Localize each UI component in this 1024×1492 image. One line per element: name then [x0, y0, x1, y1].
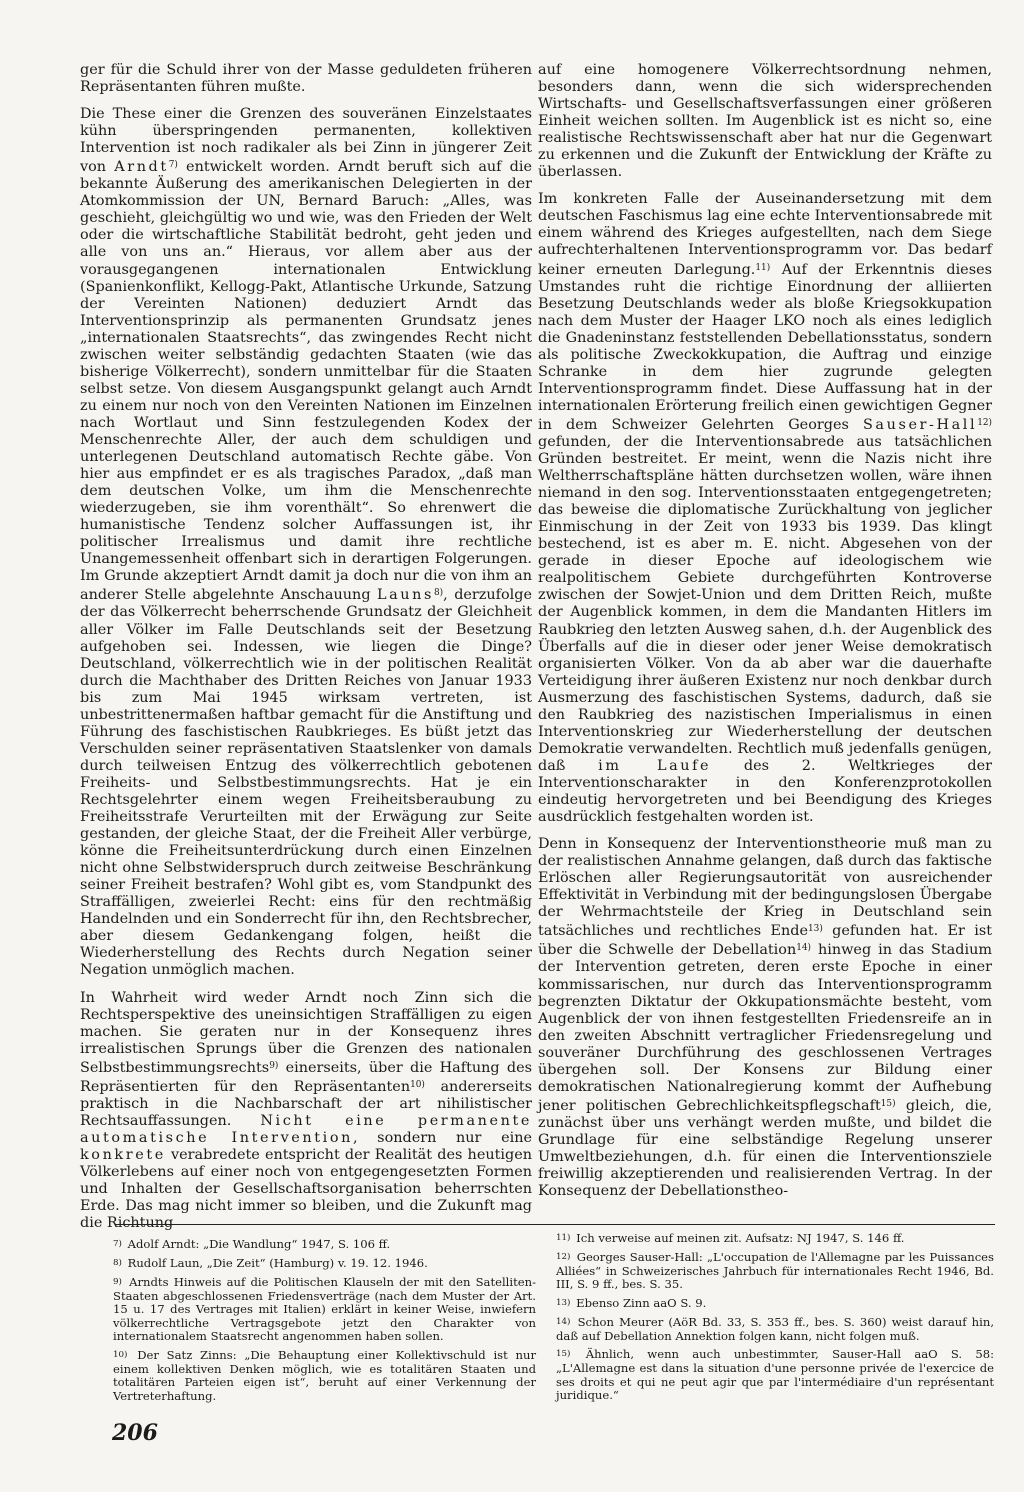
footnote-text: Arndts Hinweis auf die Politischen Klauseln der mit den Satelliten-Staaten abgeschlossenen Friedensverträge (nach dem Muster der Art. 15 u. 17 des Vertrages mit Italien) erklärt in keiner Weise, inwiefern völkerrechtliche Vertragsgebote jetzt den Charakter von internationalem Staatsrecht angenommen haben sollen. — [113, 1274, 536, 1344]
text-run: gefunden, der die Interventionsabrede aus tatsächlichen Gründen bestreitet. Er meint, wenn die Nazis nicht ihre Weltherrschaftspläne hätten durchsetzen wollen, wäre ihnen niemand in den sog. Interventionsstaaten entgegengetreten; das beweise die diplomatische Zurückhaltung von jeglicher Einmischung in der Zeit von 1933 bis 1939. Das klingt bestechend, ist es aber m. E. nicht. Abgesehen von der gerade in dieser Epoche auf ideologischem wie realpolitischem Gebiete durchgeführten Kontroverse zwischen der Sowjet-Union und dem Dritten Reich, mußte der Augenblick kommen, in dem die Mandanten Hitlers im Raubkrieg den letzten Ausweg sahen, d.h. der Augenblick des Überfalls auf die in dieser oder jener Weise demokratisch organisierten Völker. Von da ab aber war die dauerhafte Verteidigung ihrer äußeren Existenz nur noch denkbar durch Ausmerzung des faschistischen Systems, dadurch, daß sie den Raubkrieg des nazistischen Imperialismus in einen Interventionskrieg zur Wiederherstellung der deutschen Demokratie verwandelten. Rechtlich muß jedenfalls genügen, daß — [538, 434, 992, 774]
footnote-number: 8) — [113, 1258, 122, 1269]
footnote-text: Georges Sauser-Hall: „L'occupation de l'Allemagne par les Puissances Alliées“ in Schweizerisches Jahrbuch für internationales Recht 1946, Bd. III, S. 9 ff., bes. S. 35. — [556, 1249, 994, 1292]
footnote-text: Der Satz Zinns: „Die Behauptung einer Kollektivschuld ist nur einem kollektiven Denken möglich, wie es totalitären Staaten und totalitären Parteien eigen ist“, beruht auf einer Verkennung der Vertreterhaftung. — [113, 1347, 536, 1403]
footnote-ref[interactable]: 8) — [434, 588, 444, 599]
footnote-number: 12) — [556, 1252, 571, 1263]
footnote-number: 15) — [556, 1349, 571, 1360]
text-run: Denn in Konsequenz der Interventionstheorie muß man zu der realistischen Annahme gelangen, daß durch das faktische Erlöschen aller Regierungsautorität von ausreichender Effektivität in Verbindung mit der bedingungslosen Übergabe der Wehrmachtsteile der Krieg in Deutschland sein tatsächliches und rechtliches Ende — [538, 836, 992, 940]
footnote-text: Rudolf Laun, „Die Zeit“ (Hamburg) v. 19. 12. 1946. — [127, 1255, 428, 1270]
footnote — [556, 1297, 994, 1311]
text-run: , derzufolge der das Völkerrecht beherrschende Grundsatz der Gleichheit aller Völker im Falle Deutschlands seit der Besetzung aufgehoben sei. Indessen, wie liegen die Dinge? Deutschland, völkerrechtlich wie in der politischen Realität durch die Machthaber des Dritten Reiches von Januar 1933 bis zum Mai 1945 wirksam vertreten, ist unbestrittenermaßen haftbar gemacht für die Anstiftung und Führung des faschistischen Raubkrieges. Es büßt jetzt das Verschulden seiner repräsentativen Staatslenker von damals durch teilweisen Entzug des völkerrechtlich gebotenen Freiheits- und Selbstbestimmungsrechts. Hat je ein Rechtsgelehrter einem wegen Freiheitsberaubung zu Freiheitsstrafe Verurteilten mit der Erwägung zur Seite gestanden, der gleiche Staat, der die Freiheit Aller verbürge, könne die Freiheitsunterdrückung durch einen Einzelnen nicht ohne Selbstwiderspruch durch zeitweise Beschränkung seiner Freiheit bestrafen? Wohl gibt es, vom Standpunkt des Straffälligen, zweierlei Recht: eins für den rechtmäßig Handelnden und ein Sonderrecht für ihn, den Rechtsbrecher, aber diesem Gedankengang folgen, heißt die Wiederherstellung des Rechts durch Negation seiner Negation unmöglich machen. — [80, 587, 532, 979]
footnote-text: Adolf Arndt: „Die Wandlung“ 1947, S. 106 ff. — [127, 1237, 391, 1251]
footnotes-left — [113, 1238, 536, 1409]
footnote-divider-right — [535, 1224, 995, 1225]
right-paragraph-3 — [538, 836, 992, 1200]
text-run: gefunden hat. Er ist über die Schwelle der Debellation — [538, 923, 992, 959]
left-column — [80, 62, 532, 1232]
text-run: , sondern nur eine — [352, 1129, 532, 1146]
text-run: verabredete entspricht der Realität des heutigen Völkerlebens auf einer noch von entgegengesetzten Formen und Inhalten der Gesellschaftsorganisation beherrschten Erde. Das mag nicht immer so bleiben, und die Zukunft mag die Richtung — [80, 1146, 532, 1232]
footnote — [556, 1348, 994, 1403]
left-paragraph-2 — [80, 106, 532, 979]
text-run: andererseits praktisch in die Nachbarschaft der art nihilistischer Rechtsauffassungen. — [80, 1078, 532, 1129]
text-run: entwickelt worden. Arndt beruft sich auf die bekannte Äußerung des amerikanischen Delegierten in der Atomkommission der UN, Bernard Baruch: „Alles, was geschieht, gleichgültig wo und wie, was den Frieden der Welt oder die wirtschaftliche Stabilität bedroht, geht jeden und alle von uns an.“ Hieraus, vor allem aber aus der vorausgegangenen internationalen Entwicklung (Spanienkonflikt, Kellogg-Pakt, Atlantische Urkunde, Satzung der Vereinten Nationen) deduziert Arndt das Interventionsprinzip als permanenten Grundsatz jenes „internationalen Staatsrechts“, das zwingendes Recht nicht zwischen weiter selbständig gedachten Staaten (wie das bisherige Völkerrecht), sondern unmittelbar für die Staaten selbst setze. Von diesem Ausgangspunkt gelangt auch Arndt zu einem nur noch von den Vereinten Nationen im Einzelnen nach Wortlaut und Sinn festzulegenden Kodex der Menschenrechte Aller, der auch dem schuldigen und unterlegenen Deutschland automatisch Rechte gäbe. Von hier aus empfindet er es als tragisches Paradox, „daß man dem deutschen Volke, um ihm die Menschenrechte wiederzugeben, sie ihm vorenthält“. So ehrenwert die humanistische Tendenz solcher Auffassungen ist, ihr politischer Irrealismus und damit ihre rechtliche Unangemessenheit offenbart sich in derartigen Folgerungen. Im Grunde akzeptiert Arndt damit ja doch nur die von ihm an anderer Stelle abgelehnte Anschauung — [80, 159, 532, 604]
emphasis-spaced: konkrete — [80, 1146, 166, 1163]
author-name-spaced: Arndt — [114, 159, 169, 176]
footnote-number: 7) — [113, 1239, 122, 1250]
footnote — [556, 1251, 994, 1292]
text-run: gleich, die, zunächst über uns verhängt werden mußte, und bildet die Grundlage für eine selbständige Regelung unserer Umweltbeziehungen, d.h. für einen die Interventionsziele freiwillig akzeptierenden und realisierenden Vertrag. In der Konsequenz der Debellationstheo- — [538, 1097, 993, 1200]
footnote-ref[interactable]: 15) — [880, 1098, 896, 1109]
emphasis-spaced: Nicht eine permanente automatische Intervention — [80, 1112, 532, 1146]
footnote-divider-left — [115, 1224, 535, 1225]
right-paragraph-2 — [538, 191, 992, 826]
author-name-spaced: Sauser-Hall — [862, 416, 978, 433]
footnote-ref[interactable]: 13) — [808, 924, 823, 935]
footnote-text: Schon Meurer (AöR Bd. 33, S. 353 ff., bes. S. 360) weist darauf hin, daß auf Debellation Annektion folgen kann, nicht folgen muß. — [556, 1314, 994, 1343]
page-number: 206 — [112, 1420, 158, 1446]
footnote-number: 13) — [556, 1298, 571, 1309]
text-run: Im konkreten Falle der Auseinandersetzung mit dem deutschen Faschismus lag eine echte Interventionsabrede mit einem während des Krieges aufgestellten, nach dem Siege aufrechterhaltenen Interventionsprogramm vor. Das bedarf keiner erneuten Darlegung. — [538, 191, 992, 278]
footnotes-right — [556, 1232, 994, 1408]
footnote — [556, 1316, 994, 1343]
footnote — [113, 1349, 536, 1404]
footnote-number: 9) — [113, 1276, 122, 1287]
text-run: Die These einer die Grenzen des souveränen Einzelstaates kühn überspringenden permanenten, kollektiven Intervention ist noch radikaler als bei Zinn in jüngerer Zeit von — [80, 106, 532, 176]
text-run: einerseits, über die Haftung des Repräsentierten für den Repräsentanten — [80, 1059, 532, 1095]
footnote-number: 14) — [556, 1317, 571, 1328]
footnote — [556, 1232, 994, 1246]
footnote-number: 11) — [556, 1233, 571, 1244]
left-paragraph-3 — [80, 990, 532, 1233]
emphasis-spaced: im Laufe — [598, 757, 712, 774]
text-run: hinweg in das Stadium der Intervention getreten, deren erste Epoche in einer kommissarischen, nur durch das Interventionsprogramm begrenzten Diktatur der Okkupationsmächte besteht, vom Augenblick der von ihnen festgestellten Friedensreife an in den zweiten Abschnitt vertraglicher Friedensregelung und souveräner Durchführung des geschlossenen Vertrages übergehen soll. Der Konsens zur Bildung einer demokratischen Nationalregierung kommt der Aufhebung jener politischen Gebrechlichkeitspflegschaft — [538, 942, 992, 1114]
footnote — [113, 1238, 536, 1252]
footnote-text: Ich verweise auf meinen zit. Aufsatz: NJ 1947, S. 146 ff. — [576, 1231, 905, 1245]
footnote-ref[interactable]: 11) — [755, 262, 771, 273]
footnote — [113, 1257, 536, 1271]
text-run: Auf der Erkenntnis dieses Umstandes ruht die richtige Einordnung der alliierten Besetzung Deutschlands weder als bloße Kriegsokkupation nach dem Muster der Haager LKO noch als eines lediglich die Gnadeninstanz feststellenden Debellationsstatus, sondern als politische Zweckokkupation, die Auftrag und einzige Schranke in dem hier zugrunde gelegten Interventionsprogramm findet. Diese Auffassung hat in der internationalen Erörterung freilich einen gewichtigen Gegner in dem Schweizer Gelehrten Georges — [538, 261, 992, 433]
right-paragraph-1: auf eine homogenere Völkerrechtsordnung nehmen, besonders dann, wenn die sich widersprechenden Wirtschafts- und Gesellschaftsverfassungen einer größeren Einheit weichen sollten. Im Augenblick ist es nicht so, eine realistische Rechtswissenschaft aber hat nur die Gegenwart zu erkennen und die Zukunft der Entwicklung der Kräfte zu überlassen. — [538, 62, 992, 181]
footnote-text: Ebenso Zinn aaO S. 9. — [576, 1295, 707, 1310]
text-run: des 2. Weltkrieges der Interventionscharakter in den Konferenzprotokollen eindeutig hervorgetreten und bei Beendigung des Krieges ausdrücklich festgehalten worden ist. — [538, 757, 992, 826]
footnote-text: Ähnlich, wenn auch unbestimmter, Sauser-Hall aaO S. 58: „L'Allemagne est dans la situation d'une personne privée de l'exercice de ses droits et qui ne peut agir que par l'intermédiaire d'un représentant juridique.“ — [556, 1347, 995, 1403]
footnote-number: 10) — [113, 1350, 128, 1361]
footnote — [113, 1276, 536, 1344]
footnote-ref[interactable]: 7) — [168, 160, 178, 171]
left-paragraph-1: ger für die Schuld ihrer von der Masse geduldeten früheren Repräsentanten führen mußte. — [80, 62, 532, 96]
author-name-spaced: Launs — [376, 587, 435, 604]
footnote-ref[interactable]: 12) — [977, 417, 992, 428]
footnote-ref[interactable]: 14) — [796, 943, 812, 954]
text-run: In Wahrheit wird weder Arndt noch Zinn sich die Rechtsperspektive des uneinsichtigen Straffälligen zu eigen machen. Sie geraten nur in der Konsequenz ihres irrealistischen Sprungs über die Grenzen des nationalen Selbstbestimmungsrechts — [80, 989, 532, 1076]
footnote-ref[interactable]: 9) — [269, 1060, 279, 1071]
right-column — [538, 62, 992, 1200]
footnote-ref[interactable]: 10) — [410, 1079, 425, 1090]
